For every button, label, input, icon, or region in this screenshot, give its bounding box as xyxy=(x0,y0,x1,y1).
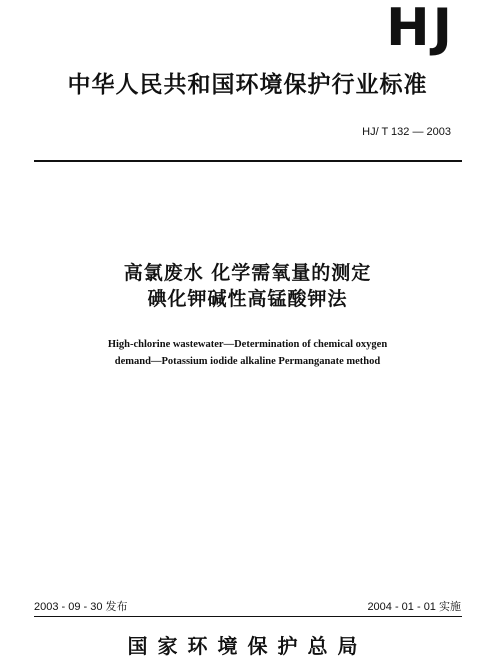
document-title-en-line-2: demand—Potassium iodide alkaline Permanganate method xyxy=(114,356,381,367)
document-title-zh-line-2: 碘化钾碱性高锰酸钾法 xyxy=(147,288,348,310)
hj-logo: HJ xyxy=(386,0,455,58)
issue-date: 2003 - 09 - 30 发布 xyxy=(34,601,128,613)
issuer-area xyxy=(0,634,495,658)
standard-category-title: 中华人民共和国环境保护行业标准 xyxy=(67,72,428,98)
document-title-zh-line-1: 高氯废水 化学需氧量的测定 xyxy=(123,262,372,284)
issuing-authority: 国家环境保护总局 xyxy=(127,634,368,658)
footer-divider xyxy=(34,616,462,617)
header-divider xyxy=(34,160,462,162)
document-title-en-line-1: High-chlorine wastewater—Determination of chemical oxygen xyxy=(107,339,388,350)
standard-number: HJ/ T 132 — 2003 xyxy=(362,126,451,138)
effective-date: 2004 - 01 - 01 实施 xyxy=(367,601,461,613)
